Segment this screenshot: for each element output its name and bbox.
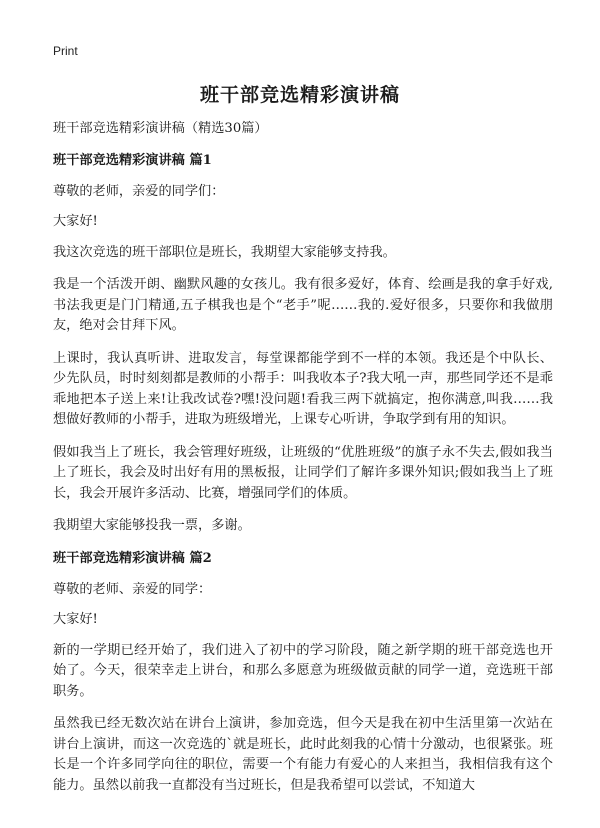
- paragraph: 上课时，我认真听讲、进取发言，每堂课都能学到不一样的本领。我还是个中队长、少先队员，时时刻刻都是教师的小帮手：叫我收本子?我大吼一声，那些同学还不是乖乖地把本子送上来!让我改试卷?嘿!没问题!看我三两下就搞定，抱你满意,叫我……我想做好教师的小帮手，进取为班级增光，上课专心听讲，争取学到有用的知识。: [53, 350, 553, 427]
- document-subtitle: 班干部竞选精彩演讲稿（精选30篇）: [53, 121, 268, 136]
- paragraph: 虽然我已经无数次站在讲台上演讲，参加竞选，但今天是我在初中生活里第一次站在讲台上演讲，而这一次竞选的`就是班长，此时此刻我的心情十分激动，也很紧张。班长是一个许多同学向往的职位，需要一个有能力有爱心的人来担当，我相信我有这个能力。虽然以前我一直都没有当过班长，但是我希望可以尝试，不知道大: [53, 716, 553, 793]
- greeting: 大家好!: [53, 612, 98, 627]
- salutation: 尊敬的老师、亲爱的同学：: [53, 581, 212, 597]
- greeting: 大家好!: [53, 214, 98, 229]
- document-body: [53, 119, 553, 808]
- section-heading: 班干部竞选精彩演讲稿 篇2: [53, 550, 212, 566]
- paragraph: 假如我当上了班长，我会管理好班级，让班级的“优胜班级”的旗子永不失去,假如我当上了班长，我会及时出好有用的黑板报，让同学们了解许多课外知识;假如我当上了班长，我会开展许多活动、比赛，增强同学们的体质。: [53, 444, 553, 501]
- salutation: 尊敬的老师，亲爱的同学们：: [53, 183, 225, 199]
- section-2: [53, 549, 553, 797]
- paragraph: 我期望大家能够投我一票，多谢。: [53, 518, 251, 533]
- paragraph: 我是一个活泼开朗、幽默风趣的女孩儿。我有很多爱好，体育、绘画是我的拿手好戏,书法我更是门门精通,五子棋我也是个“老手”呢……我的.爱好很多，只要你和我做朋友，绝对会甘拜下风。: [53, 277, 553, 333]
- section-heading: 班干部竞选精彩演讲稿 篇1: [53, 152, 212, 168]
- paragraph: 新的一学期已经开始了，我们进入了初中的学习阶段，随之新学期的班干部竞选也开始了。今天，很荣幸走上讲台，和那么多愿意为班级做贡献的同学一道，竞选班干部职务。: [53, 642, 553, 699]
- document-title: 班干部竞选精彩演讲稿: [199, 84, 400, 106]
- paragraph: 我这次竞选的班干部职位是班长，我期望大家能够支持我。: [53, 244, 396, 260]
- section-1: [53, 151, 553, 537]
- print-link[interactable]: Print: [53, 44, 78, 58]
